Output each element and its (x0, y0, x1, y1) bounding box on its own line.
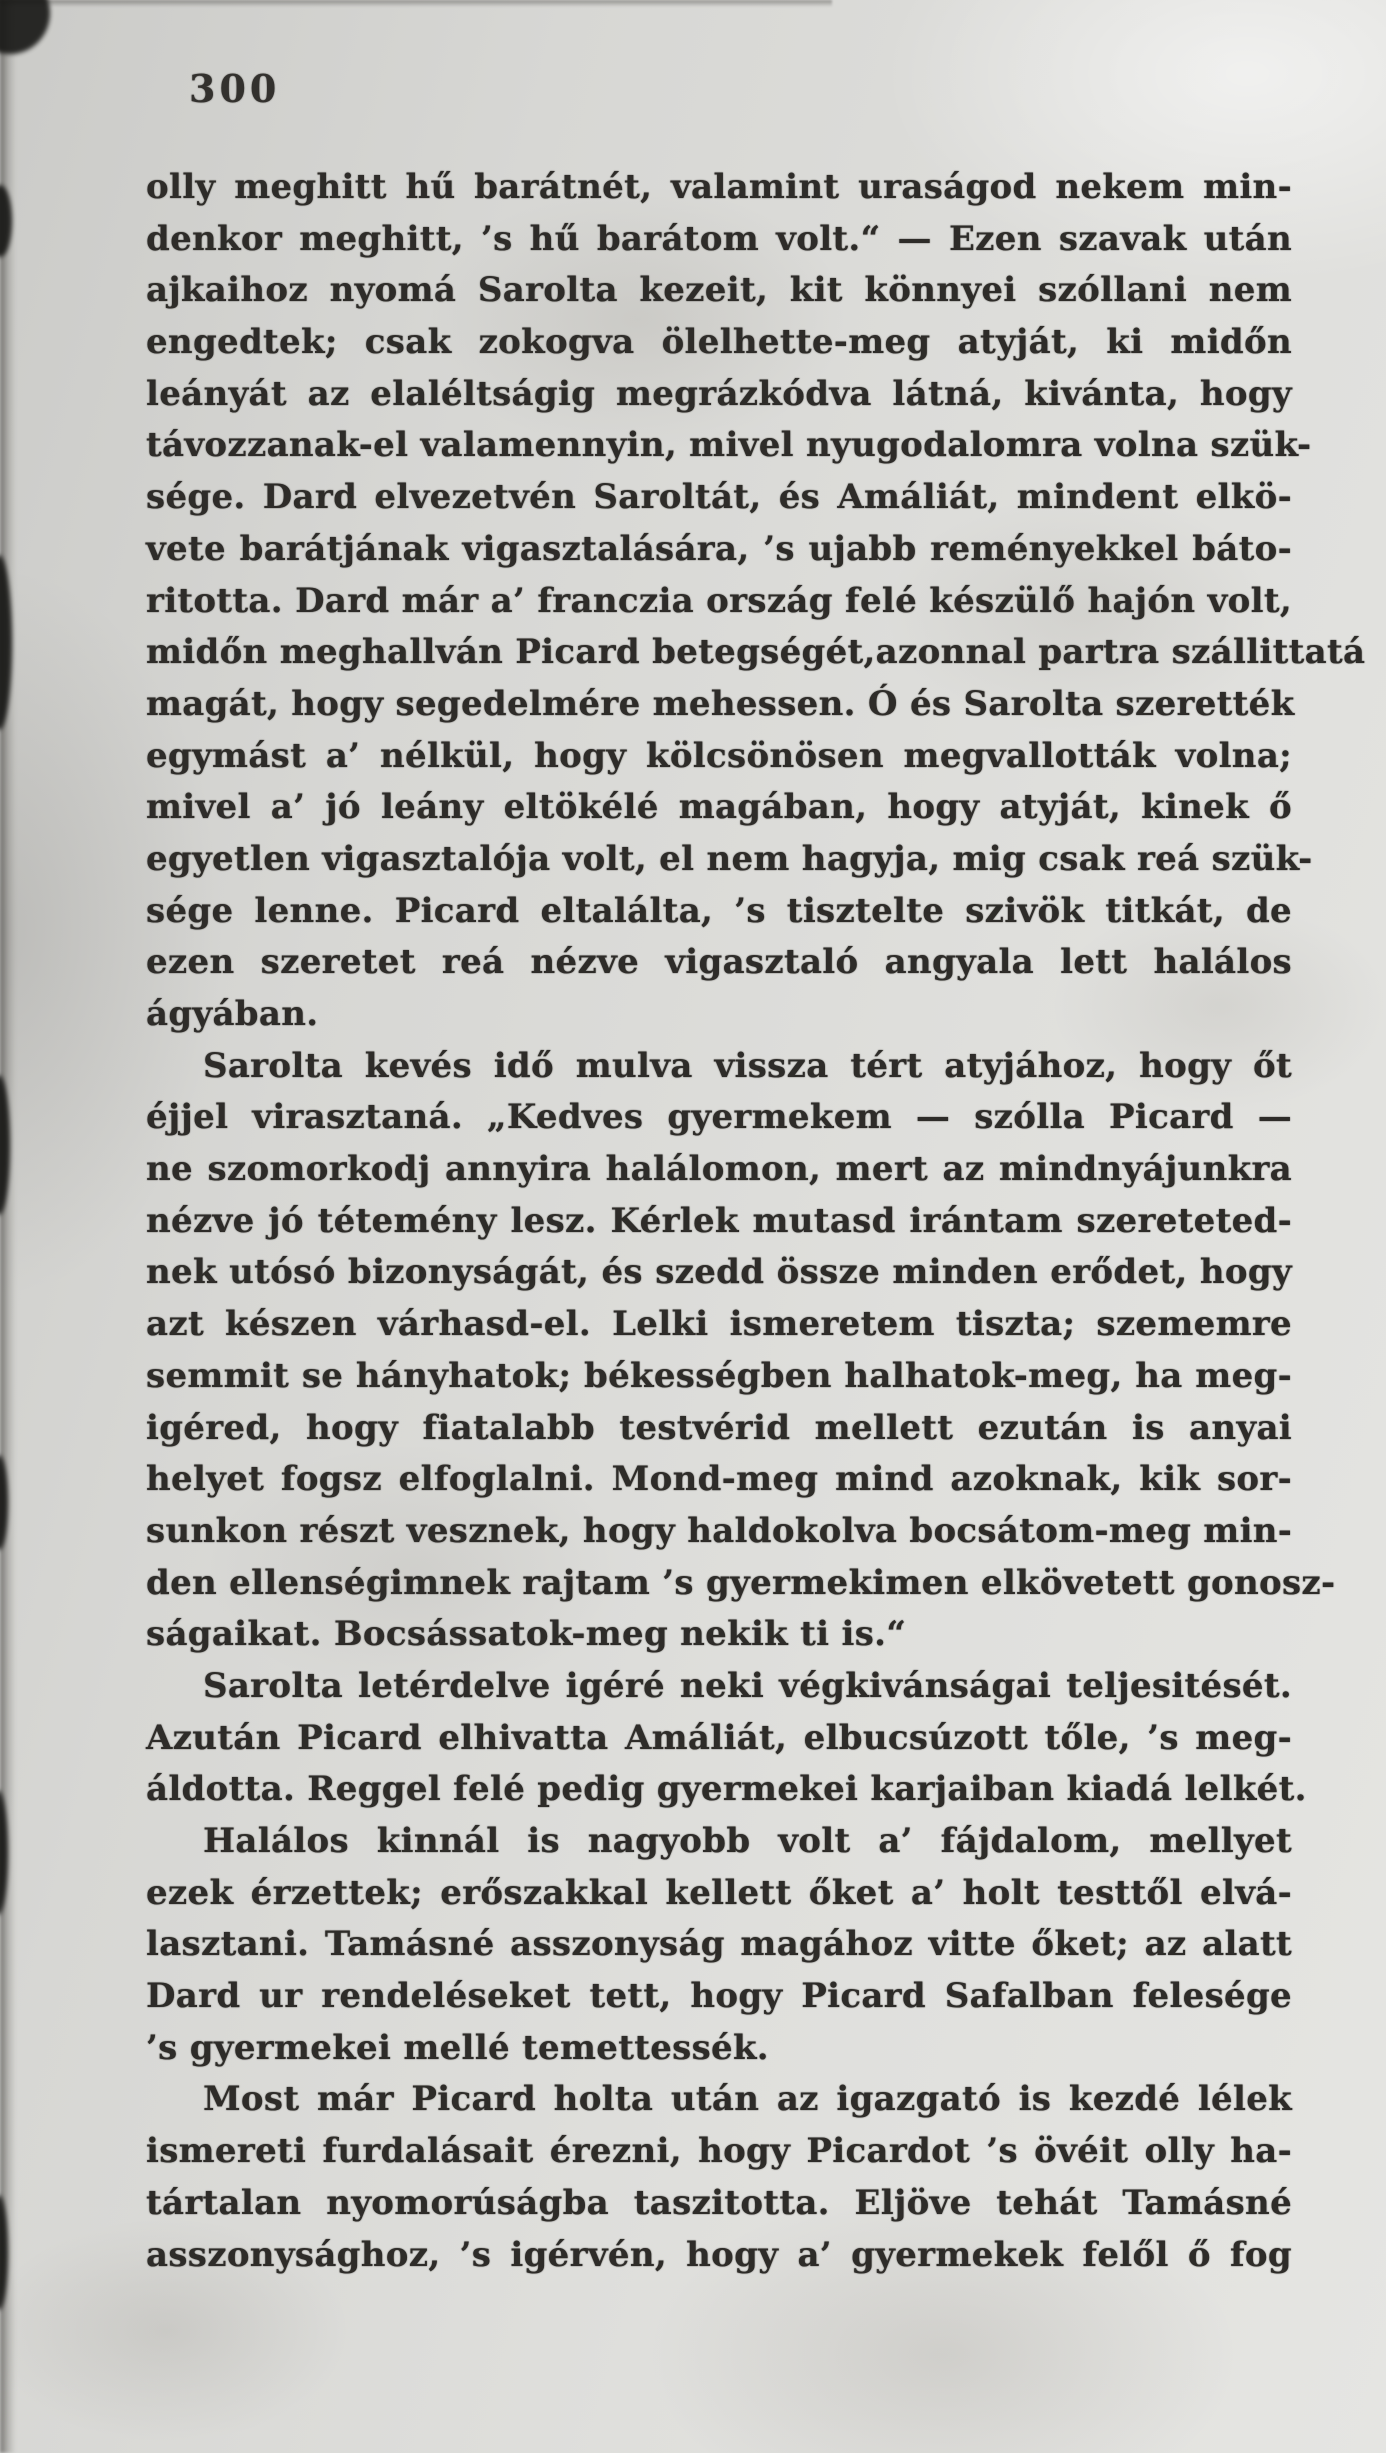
text-line: asszonysághoz, ’s igérvén, hogy a’ gyermekek felől ő fog (146, 2234, 1292, 2275)
text-line: ságaikat. Bocsássatok-meg nekik ti is.“ (146, 1614, 907, 1655)
text-line: ajkaihoz nyomá Sarolta kezeit, kit könnyei szóllani nem (146, 270, 1292, 311)
text-line: tártalan nyomorúságba taszitotta. Eljöve tehát Tamásné (146, 2182, 1292, 2223)
scan-left-edge (0, 0, 16, 2453)
text-line: sége lenne. Picard eltalálta, ’s tisztelte szivök titkát, de (146, 890, 1292, 931)
text-line: egymást a’ nélkül, hogy kölcsönösen megvallották volna; (146, 735, 1292, 776)
text-line: igéred, hogy fiatalabb testvérid mellett ezután is anyai (146, 1407, 1292, 1448)
text-line: leányát az elaléltságig megrázkódva látná, kivánta, hogy (146, 373, 1292, 414)
text-line: ezen szeretet reá nézve vigasztaló angyala lett halálos (146, 942, 1292, 983)
text-line: nézve jó tétemény lesz. Kérlek mutasd irántam szereteted- (146, 1200, 1292, 1241)
page-number: 300 (189, 66, 281, 111)
text-line: azt készen várhasd-el. Lelki ismeretem tiszta; szememre (146, 1304, 1292, 1345)
text-line: Dard ur rendeléseket tett, hogy Picard Safalban felesége (146, 1976, 1292, 2017)
text-line: lasztani. Tamásné asszonyság magához vitte őket; az alatt (146, 1924, 1292, 1965)
text-line: vete barátjának vigasztalására, ’s ujabb reményekkel báto- (146, 528, 1292, 569)
text-line: Halálos kinnál is nagyobb volt a’ fájdalom, mellyet (203, 1821, 1292, 1861)
text-line: Sarolta kevés idő mulva vissza tért atyjához, hogy őt (203, 1045, 1292, 1086)
text-line: egyetlen vigasztalója volt, el nem hagyja, mig csak reá szük- (146, 838, 1313, 879)
text-line: éjjel virasztaná. „Kedves gyermekem — szólla Picard — (146, 1097, 1292, 1138)
text-line: nek utósó bizonyságát, és szedd össze minden erődet, hogy (146, 1252, 1292, 1293)
text-line: Azután Picard elhivatta Amáliát, elbucsúzott tőle, ’s meg- (146, 1717, 1292, 1758)
page-text (146, 162, 1366, 2281)
text-line: ágyában. (146, 994, 319, 1034)
text-line: áldotta. Reggel felé pedig gyermekei karjaiban kiadá lelkét. (146, 1769, 1307, 1810)
text-line: ne szomorkodj annyira halálomon, mert az mindnyájunkra (146, 1149, 1292, 1190)
scan-top-edge (0, 0, 832, 7)
text-line: den ellenségimnek rajtam ’s gyermekimen elkövetett gonosz- (146, 1562, 1336, 1603)
text-line: mivel a’ jó leány eltökélé magában, hogy atyját, kinek ő (146, 787, 1292, 828)
scan-artifact (0, 0, 50, 54)
text-line: ezek érzettek; erőszakkal kellett őket a’ holt testtől elvá- (146, 1872, 1292, 1913)
text-line: magát, hogy segedelmére mehessen. Ó és Sarolta szerették (146, 683, 1295, 724)
text-line: semmit se hányhatok; békességben halhatok-meg, ha meg- (146, 1355, 1292, 1396)
text-line: Sarolta letérdelve igéré neki végkivánságai teljesitését. (203, 1665, 1292, 1706)
text-line: olly meghitt hű barátnét, valamint uraságod nekem min- (146, 167, 1292, 207)
text-line: ismereti furdalásait érezni, hogy Picardot ’s övéit olly ha- (146, 2131, 1292, 2172)
text-line: sége. Dard elvezetvén Saroltát, és Amáliát, mindent elkö- (146, 477, 1292, 518)
text-line: ’s gyermekei mellé temettessék. (146, 2027, 769, 2068)
text-line: Most már Picard holta után az igazgató is kezdé lélek (203, 2079, 1292, 2120)
text-line: távozzanak-el valamennyin, mivel nyugodalomra volna szük- (146, 425, 1312, 466)
text-line: denkor meghitt, ’s hű barátom volt.“ — Ezen szavak után (146, 218, 1292, 259)
text-line: sunkon részt vesznek, hogy haldokolva bocsátom-meg min- (146, 1510, 1293, 1551)
text-line: helyet fogsz elfoglalni. Mond-meg mind azoknak, kik sor- (146, 1459, 1292, 1500)
text-line: midőn meghallván Picard betegségét,azonnal partra szállittatá (146, 632, 1366, 673)
text-line: ritotta. Dard már a’ franczia ország felé készülő hajón volt, (146, 580, 1292, 621)
text-line: engedtek; csak zokogva ölelhette-meg atyját, ki midőn (146, 322, 1292, 363)
